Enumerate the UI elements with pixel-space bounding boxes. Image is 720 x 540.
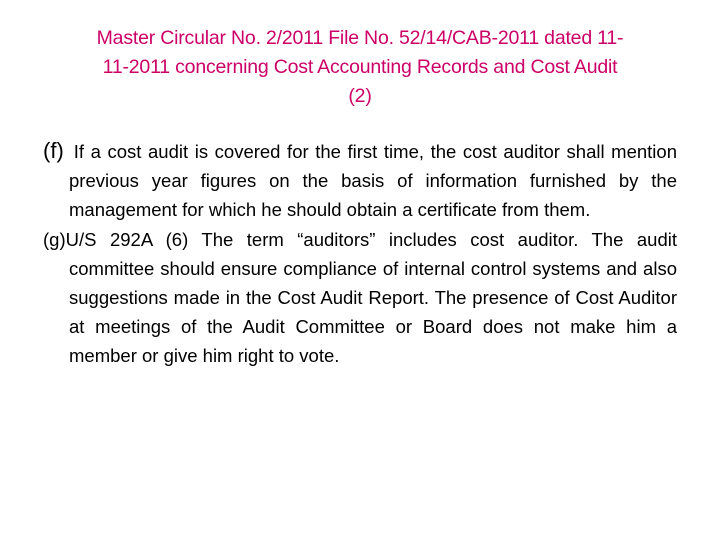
paragraph-g-text: U/S 292A (6) The term “auditors” includes cost auditor. The audit committee should ensure compliance of internal control systems and also suggestions made in the Cost Audit Report. The presence of Cost Auditor at meetings of the Audit Committee or Board does not make him a member or give him right to vote. — [65, 228, 677, 367]
paragraph-f-marker: (f) — [43, 138, 64, 163]
paragraph-f — [43, 136, 677, 225]
paragraph-g — [43, 225, 677, 371]
title-line-2: 11-2011 concerning Cost Accounting Records and Cost Audit — [102, 56, 618, 78]
title-line-3: (2) — [348, 85, 372, 107]
title-line-1: Master Circular No. 2/2011 File No. 52/14/CAB-2011 dated 11- — [96, 27, 624, 49]
paragraph-f-text: If a cost audit is covered for the first time, the cost auditor shall mention previous year figures on the basis of information furnished by the management for which he should obtain a certificate from them. — [69, 141, 677, 221]
paragraph-g-marker: (g) — [43, 228, 66, 250]
slide-body — [43, 136, 677, 371]
slide-title — [40, 24, 680, 111]
